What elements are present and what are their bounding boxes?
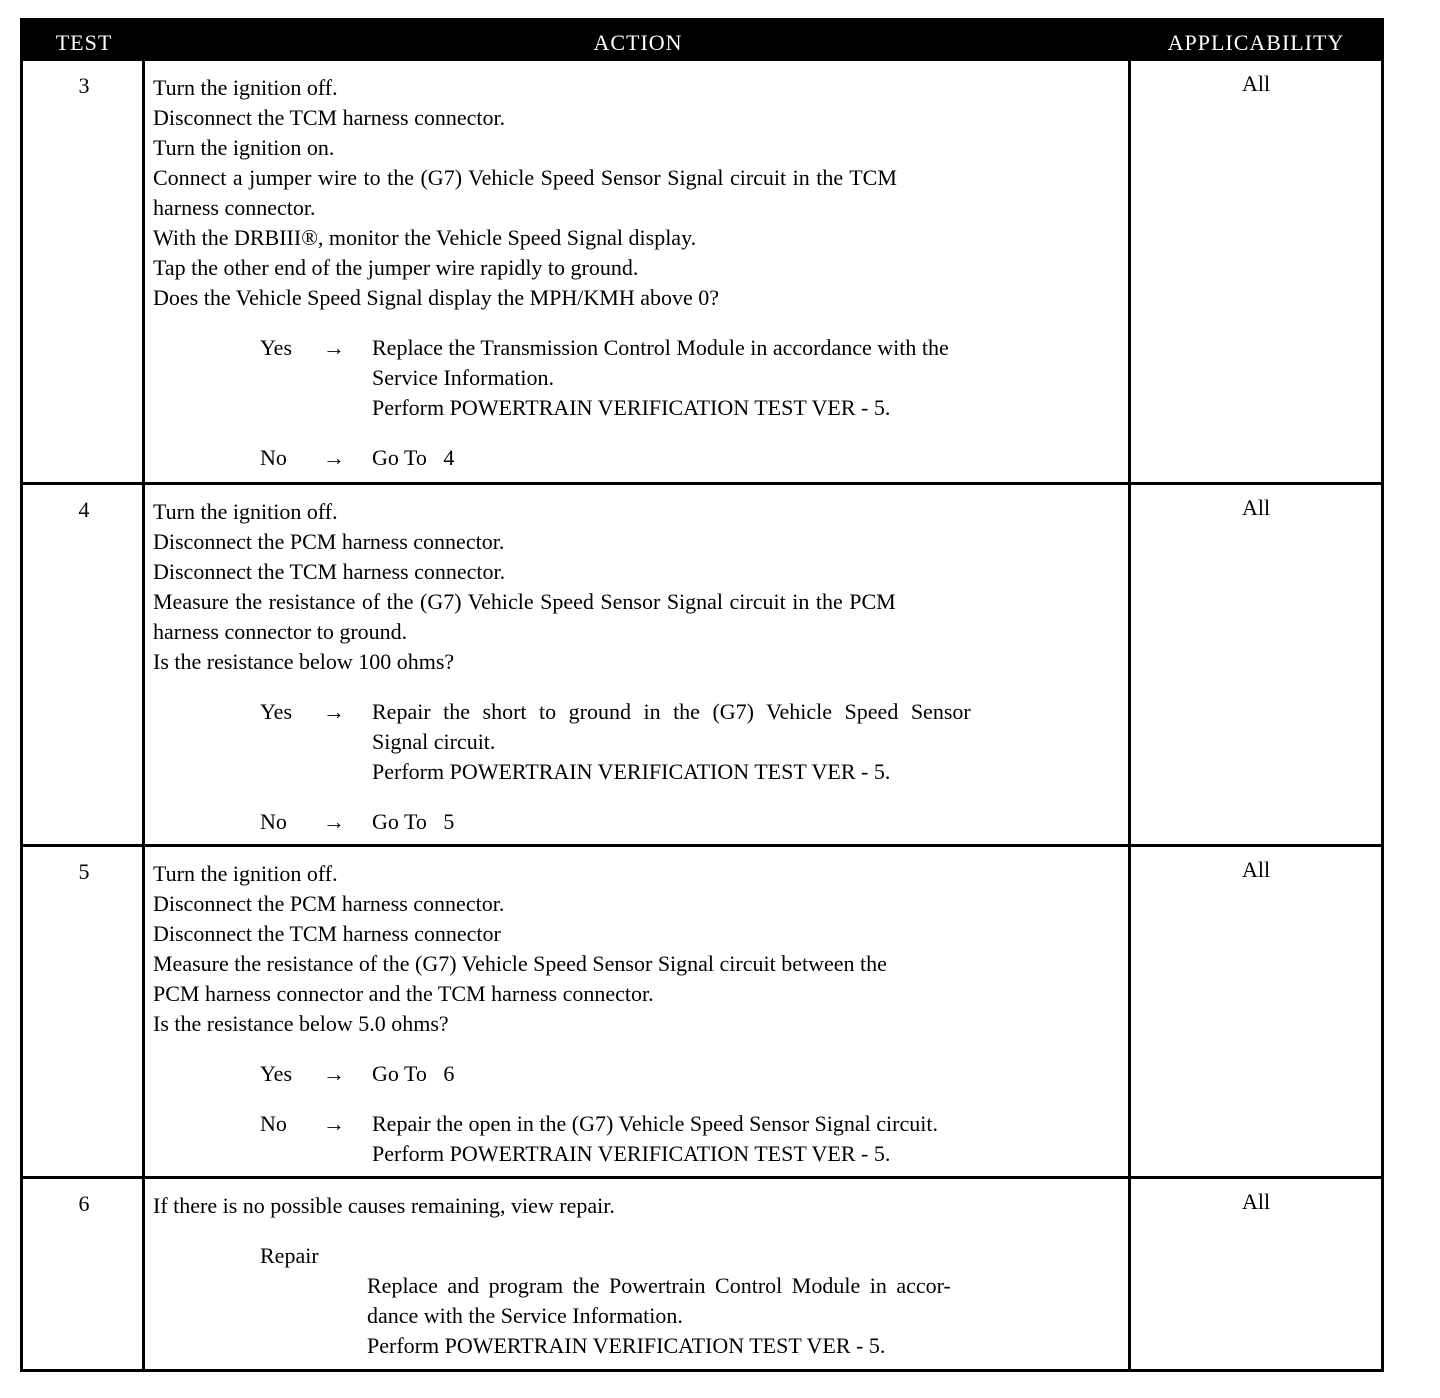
applicability-value: All bbox=[1241, 1189, 1271, 1214]
result-label: Yes bbox=[260, 335, 293, 360]
header-applicability: APPLICABILITY bbox=[1167, 30, 1345, 55]
result-no bbox=[153, 443, 1125, 473]
table-header bbox=[23, 21, 1381, 61]
step-text: Disconnect the TCM harness connector. bbox=[153, 105, 506, 130]
result-label: No bbox=[260, 1111, 287, 1136]
diagnostic-test-table bbox=[20, 18, 1384, 1372]
arrow-icon: → bbox=[323, 335, 345, 360]
result-no bbox=[153, 1109, 1125, 1169]
step-text: Turn the ignition off. bbox=[153, 499, 338, 524]
result-label: Yes bbox=[260, 699, 293, 724]
step-text: PCM harness connector and the TCM harness connector. bbox=[153, 981, 654, 1006]
result-text: Go To 4 bbox=[372, 445, 455, 470]
step-text: With the DRBIII®, monitor the Vehicle Speed Signal display. bbox=[153, 225, 697, 250]
arrow-icon: → bbox=[323, 445, 345, 470]
result-yes bbox=[153, 1059, 1125, 1089]
result-text: Perform POWERTRAIN VERIFICATION TEST VER - 5. bbox=[372, 1141, 891, 1166]
result-yes bbox=[153, 333, 1125, 423]
applicability-value: All bbox=[1241, 71, 1271, 96]
result-label: No bbox=[260, 445, 287, 470]
arrow-icon: → bbox=[323, 809, 345, 834]
applicability-value: All bbox=[1241, 495, 1271, 520]
step-text: Disconnect the PCM harness connector. bbox=[153, 529, 505, 554]
test-number: 6 bbox=[78, 1191, 90, 1216]
repair-text: dance with the Service Information. bbox=[367, 1303, 683, 1328]
arrow-icon: → bbox=[323, 1061, 345, 1086]
step-text: Tap the other end of the jumper wire rapidly to ground. bbox=[153, 255, 639, 280]
test-number: 3 bbox=[78, 73, 90, 98]
step-text: Turn the ignition on. bbox=[153, 135, 335, 160]
table-row bbox=[23, 61, 1381, 482]
repair-text: Perform POWERTRAIN VERIFICATION TEST VER - 5. bbox=[367, 1333, 886, 1358]
applicability-value: All bbox=[1241, 857, 1271, 882]
result-text: Signal circuit. bbox=[372, 729, 496, 754]
repair-label: Repair bbox=[260, 1243, 319, 1268]
step-text: Is the resistance below 100 ohms? bbox=[153, 649, 455, 674]
result-text: Perform POWERTRAIN VERIFICATION TEST VER - 5. bbox=[372, 395, 891, 420]
step-text: Disconnect the TCM harness connector. bbox=[153, 559, 506, 584]
action-cell bbox=[153, 859, 1125, 1169]
result-text: Service Information. bbox=[372, 365, 555, 390]
header-test: TEST bbox=[55, 30, 113, 55]
table-row bbox=[23, 1179, 1381, 1369]
step-text: Turn the ignition off. bbox=[153, 861, 338, 886]
step-text: harness connector. bbox=[153, 195, 316, 220]
header-action: ACTION bbox=[593, 30, 683, 55]
step-text: Disconnect the PCM harness connector. bbox=[153, 891, 505, 916]
repair-text: Replace and program the Powertrain Control Module in accor- bbox=[367, 1273, 951, 1298]
action-cell bbox=[153, 1191, 1125, 1361]
test-number: 5 bbox=[78, 859, 90, 884]
step-text: Turn the ignition off. bbox=[153, 75, 338, 100]
result-text: Go To 5 bbox=[372, 809, 455, 834]
step-text: Measure the resistance of the (G7) Vehicle Speed Sensor Signal circuit between the bbox=[153, 951, 887, 976]
result-text: Perform POWERTRAIN VERIFICATION TEST VER - 5. bbox=[372, 759, 891, 784]
step-text: Does the Vehicle Speed Signal display the MPH/KMH above 0? bbox=[153, 285, 720, 310]
result-label: No bbox=[260, 809, 287, 834]
table-row bbox=[23, 847, 1381, 1176]
step-text: Measure the resistance of the (G7) Vehicle Speed Sensor Signal circuit in the PCM bbox=[153, 589, 896, 614]
result-yes bbox=[153, 697, 1125, 787]
arrow-icon: → bbox=[323, 1111, 345, 1136]
step-text: harness connector to ground. bbox=[153, 619, 408, 644]
step-text: Connect a jumper wire to the (G7) Vehicle Speed Sensor Signal circuit in the TCM bbox=[153, 165, 897, 190]
arrow-icon: → bbox=[323, 699, 345, 724]
step-text: Is the resistance below 5.0 ohms? bbox=[153, 1011, 449, 1036]
test-number: 4 bbox=[78, 497, 90, 522]
result-label: Yes bbox=[260, 1061, 293, 1086]
step-text: Disconnect the TCM harness connector bbox=[153, 921, 501, 946]
result-text: Go To 6 bbox=[372, 1061, 455, 1086]
result-text: Repair the open in the (G7) Vehicle Speed Sensor Signal circuit. bbox=[372, 1111, 938, 1136]
result-text: Repair the short to ground in the (G7) Vehicle Speed Sensor bbox=[372, 699, 971, 724]
result-no bbox=[153, 807, 1125, 837]
step-text: If there is no possible causes remaining, view repair. bbox=[153, 1193, 615, 1218]
result-text: Replace the Transmission Control Module in accordance with the bbox=[372, 335, 949, 360]
action-cell bbox=[153, 73, 1125, 473]
repair-block bbox=[153, 1241, 1125, 1361]
table-row bbox=[23, 485, 1381, 844]
action-cell bbox=[153, 497, 1125, 837]
